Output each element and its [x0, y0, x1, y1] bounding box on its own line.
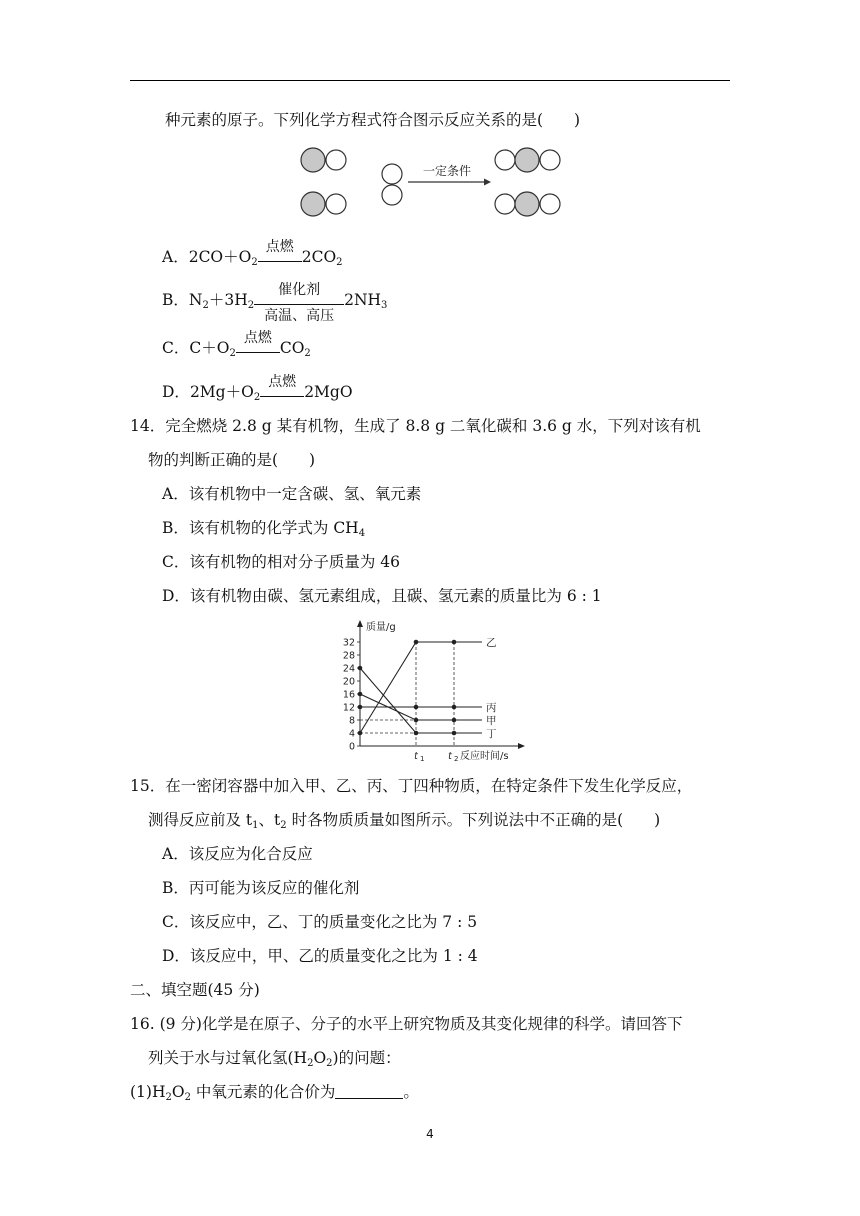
y-tick-label: 20 [342, 676, 355, 688]
atom-grey [515, 148, 539, 172]
answer-blank[interactable] [335, 1083, 403, 1099]
q15-stem-line1: 15．在一密闭容器中加入甲、乙、丙、丁四种物质，在特定条件下发生化学反应， [130, 777, 693, 795]
series-label-丁: 丁 [486, 728, 497, 740]
q13-option-d: D．$2Mg+O_2$ 点燃 2MgO [162, 374, 353, 403]
q13-option-b: B．$N_2+3H_2$ 催化剂 高温、高压 $2NH_3$ [162, 282, 388, 324]
atom-white [540, 194, 560, 214]
question-13-stem-end: 种元素的原子。下列化学方程式符合图示反应关系的是( ) [165, 111, 581, 129]
q16-part1: $(1)H_2O_2$ 中氧元素的化合价为 。 [130, 1083, 419, 1103]
y-axis-arrow-icon [357, 620, 363, 627]
data-point [358, 692, 363, 697]
x-tick-label-sub: 2 [454, 755, 459, 763]
y-tick-label: 32 [342, 637, 355, 649]
q15-option-b: B．丙可能为该反应的催化剂 [162, 879, 360, 897]
x-axis-label: 反应时间/s [460, 751, 509, 762]
q14-option-d: D．该有机物由碳、氢元素组成，且碳、氢元素的质量比为 6 : 1 [162, 587, 602, 605]
q14-option-c: C．该有机物的相对分子质量为 46 [162, 553, 401, 571]
q16-stem-line2: 列关于水与过氧化氢$(H_2O_2)$的问题： [148, 1049, 401, 1069]
data-point [414, 718, 419, 723]
series-label-丙: 丙 [486, 702, 497, 714]
series-label-乙: 乙 [486, 637, 497, 649]
mass-time-chart [330, 616, 540, 764]
q14-stem-line1: 14．完全燃烧 2.8 g 某有机物，生成了 8.8 g 二氧化碳和 3.6 g 水，下列对该有机 [130, 417, 701, 435]
q14-option-a: A．该有机物中一定含碳、氢、氧元素 [162, 485, 422, 503]
y-tick-label: 8 [348, 715, 355, 727]
atom-white [326, 150, 346, 170]
reaction-diagram [296, 140, 568, 222]
data-point [414, 731, 419, 736]
atom-white [495, 194, 515, 214]
q15-option-a: A．该反应为化合反应 [162, 845, 313, 863]
page-number: 4 [426, 1127, 434, 1141]
data-point [414, 705, 419, 710]
x-tick-label-sub: 1 [420, 755, 425, 763]
data-point [358, 705, 363, 710]
y-tick-label: 16 [342, 689, 355, 701]
atom-white [326, 194, 346, 214]
data-point [414, 640, 419, 645]
q13-option-a: A．$2CO+O_2$ 点燃 $2CO_2$ [162, 239, 343, 268]
q13-option-c: C．$C+O_2$ 点燃 $CO_2$ [162, 330, 311, 359]
y-tick-label: 24 [342, 663, 355, 675]
data-point [358, 731, 363, 736]
x-axis-arrow-icon [518, 743, 525, 749]
data-point [358, 666, 363, 671]
header-rule [130, 80, 730, 81]
y-tick-label: 0 [348, 741, 355, 753]
q14-stem-line2: 物的判断正确的是( ) [148, 451, 316, 469]
series-line-乙 [360, 642, 454, 733]
y-tick-label: 28 [342, 650, 355, 662]
series-label-甲: 甲 [486, 715, 497, 727]
q15-option-d: D．该反应中，甲、乙的质量变化之比为 1 : 4 [162, 947, 478, 965]
atom-grey [301, 148, 325, 172]
atom-white [540, 150, 560, 170]
x-tick-label: t [414, 751, 418, 762]
y-tick-label: 12 [342, 702, 355, 714]
x-tick-label: t [448, 751, 452, 762]
q16-stem-line1: 16. (9 分)化学是在原子、分子的水平上研究物质及其变化规律的科学。请回答下 [130, 1015, 683, 1033]
arrow-label: 一定条件 [422, 164, 472, 178]
atom-white [382, 164, 402, 184]
q15-option-c: C．该反应中，乙、丁的质量变化之比为 7 : 5 [162, 913, 478, 931]
atom-grey [515, 192, 539, 216]
y-axis-label: 质量/g [366, 622, 396, 633]
atom-white [495, 150, 515, 170]
q15-stem-line2: 测得反应前及 $t_1$、$t_2$ 时各物质质量如图所示。下列说法中不正确的是( ) [148, 811, 661, 831]
atom-white [382, 185, 402, 205]
section-heading: 二、填空题(45 分) [130, 981, 260, 999]
q14-option-b: B．该有机物的化学式为 $CH_4$ [162, 519, 366, 539]
arrow-head-icon [484, 179, 491, 186]
y-tick-label: 4 [348, 728, 355, 740]
atom-grey [301, 192, 325, 216]
